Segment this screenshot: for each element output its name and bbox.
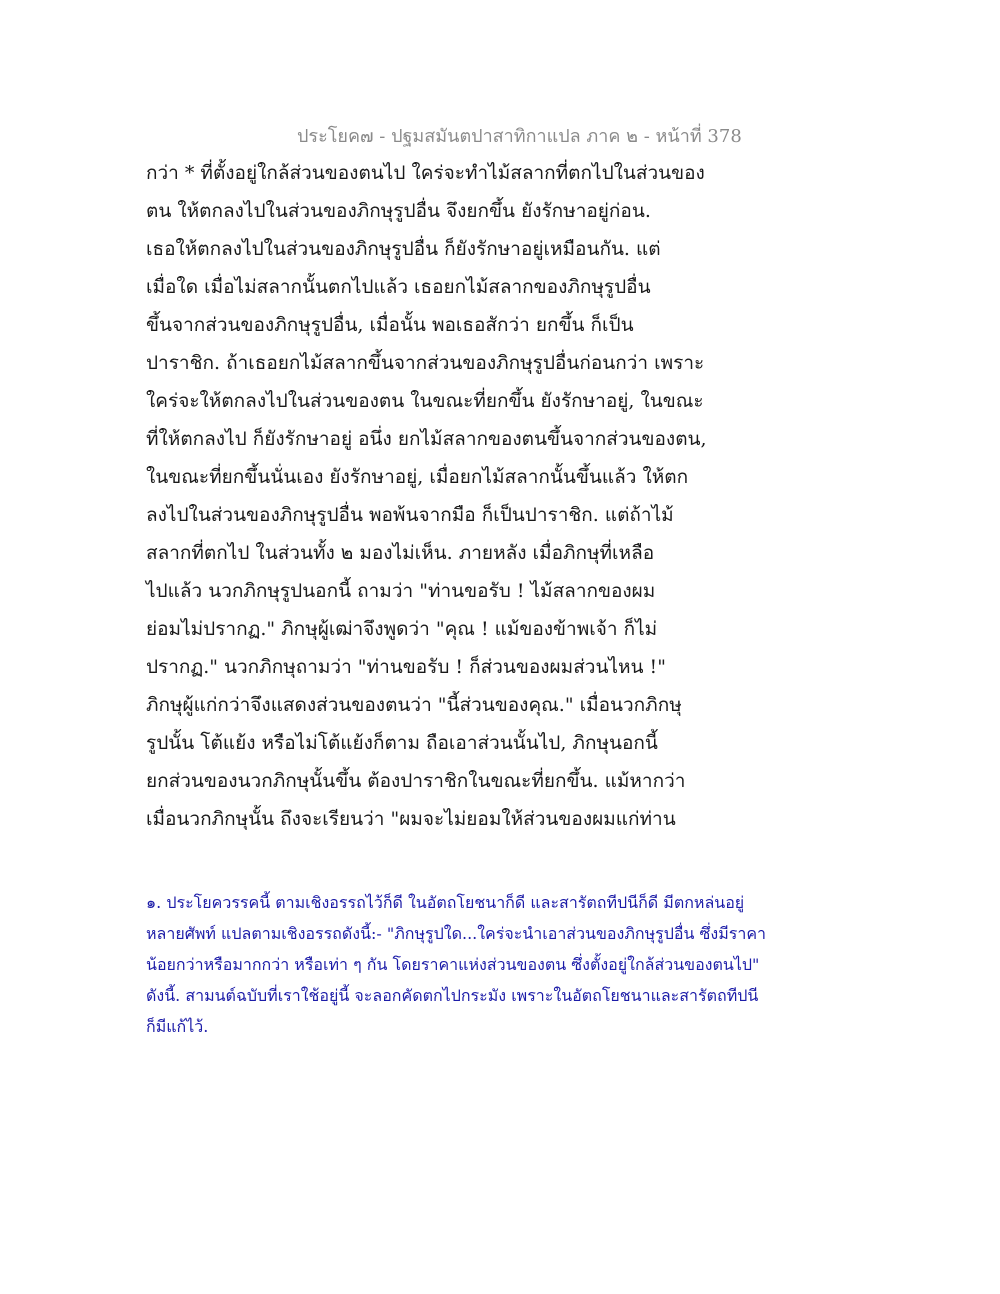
body-line: รูปนั้น โต้แย้ง หรือไม่โต้แย้งก็ตาม ถือเอาส่วนนั้นไป, ภิกษุนอกนี้ bbox=[146, 732, 658, 754]
body-line: ใคร่จะให้ตกลงไปในส่วนของตน ในขณะที่ยกขึ้น ยังรักษาอยู่, ในขณะ bbox=[146, 390, 704, 412]
body-line: ที่ให้ตกลงไป ก็ยังรักษาอยู่ อนึ่ง ยกไม้สลากของตนขึ้นจากส่วนของตน, bbox=[146, 428, 707, 450]
body-line: ตน ให้ตกลงไปในส่วนของภิกษุรูปอื่น จึงยกขึ้น ยังรักษาอยู่ก่อน. bbox=[146, 200, 651, 222]
footnote-line: ก็มีแก้ไว้. bbox=[146, 1017, 209, 1036]
body-line: ภิกษุผู้แก่กว่าจึงแสดงส่วนของตนว่า "นี้ส่วนของคุณ." เมื่อนวกภิกษุ bbox=[146, 694, 682, 716]
footnote-line: น้อยกว่าหรือมากกว่า หรือเท่า ๆ กัน โดยราคาแห่งส่วนของตน ซึ่งตั้งอยู่ใกล้ส่วนของตนไป" bbox=[146, 955, 760, 974]
body-line: เธอให้ตกลงไปในส่วนของภิกษุรูปอื่น ก็ยังรักษาอยู่เหมือนกัน. แต่ bbox=[146, 238, 661, 260]
body-line: ย่อมไม่ปรากฏ." ภิกษุผู้เฒ่าจึงพูดว่า "คุณ ! แม้ของข้าพเจ้า ก็ไม่ bbox=[146, 618, 658, 640]
body-line: เมื่อใด เมื่อไม่สลากนั้นตกไปแล้ว เธอยกไม้สลากของภิกษุรูปอื่น bbox=[146, 276, 651, 298]
body-line: ปรากฏ." นวกภิกษุถามว่า "ท่านขอรับ ! ก็ส่วนของผมส่วนไหน !" bbox=[146, 656, 666, 678]
body-line: สลากที่ตกไป ในส่วนทั้ง ๒ มองไม่เห็น. ภายหลัง เมื่อภิกษุที่เหลือ bbox=[146, 542, 655, 564]
body-line: ไปแล้ว นวกภิกษุรูปนอกนี้ ถามว่า "ท่านขอรับ ! ไม้สลากของผม bbox=[146, 580, 656, 602]
body-line: ยกส่วนของนวกภิกษุนั้นขึ้น ต้องปาราชิกในขณะที่ยกขึ้น. แม้หากว่า bbox=[146, 770, 686, 792]
footnote-line: ๑. ประโยควรรคนี้ ตามเชิงอรรถไว้ก็ดี ในอัตถโยชนาก็ดี และสารัตถทีปนีก็ดี มีตกหล่นอยู่ bbox=[146, 893, 745, 912]
body-line: ปาราชิก. ถ้าเธอยกไม้สลากขึ้นจากส่วนของภิกษุรูปอื่นก่อนกว่า เพราะ bbox=[146, 352, 705, 374]
body-text bbox=[146, 154, 866, 838]
footnote-line: หลายศัพท์ แปลตามเชิงอรรถดังนี้:- "ภิกษุรูปใด...ใคร่จะนำเอาส่วนของภิกษุรูปอื่น ซึ่งมีราคา bbox=[146, 924, 766, 943]
page-header: ประโยค๗ - ปฐมสมันตปาสาทิกาแปล ภาค ๒ - หน้าที่ 378 bbox=[297, 126, 742, 147]
body-line: ขึ้นจากส่วนของภิกษุรูปอื่น, เมื่อนั้น พอเธอสักว่า ยกขึ้น ก็เป็น bbox=[146, 314, 634, 336]
body-line: กว่า * ที่ตั้งอยู่ใกล้ส่วนของตนไป ใคร่จะทำไม้สลากที่ตกไปในส่วนของ bbox=[146, 162, 705, 184]
body-line: เมื่อนวกภิกษุนั้น ถึงจะเรียนว่า "ผมจะไม่ยอมให้ส่วนของผมแก่ท่าน bbox=[146, 808, 676, 830]
footnote-line: ดังนี้. สามนต์ฉบับที่เราใช้อยู่นี้ จะลอกคัดตกไปกระมัง เพราะในอัตถโยชนาและสารัตถทีปนี bbox=[146, 986, 759, 1005]
body-line: ในขณะที่ยกขึ้นนั่นเอง ยังรักษาอยู่, เมื่อยกไม้สลากนั้นขึ้นแล้ว ให้ตก bbox=[146, 466, 689, 488]
footnote bbox=[146, 887, 866, 1042]
body-line: ลงไปในส่วนของภิกษุรูปอื่น พอพ้นจากมือ ก็เป็นปาราชิก. แต่ถ้าไม้ bbox=[146, 504, 674, 526]
